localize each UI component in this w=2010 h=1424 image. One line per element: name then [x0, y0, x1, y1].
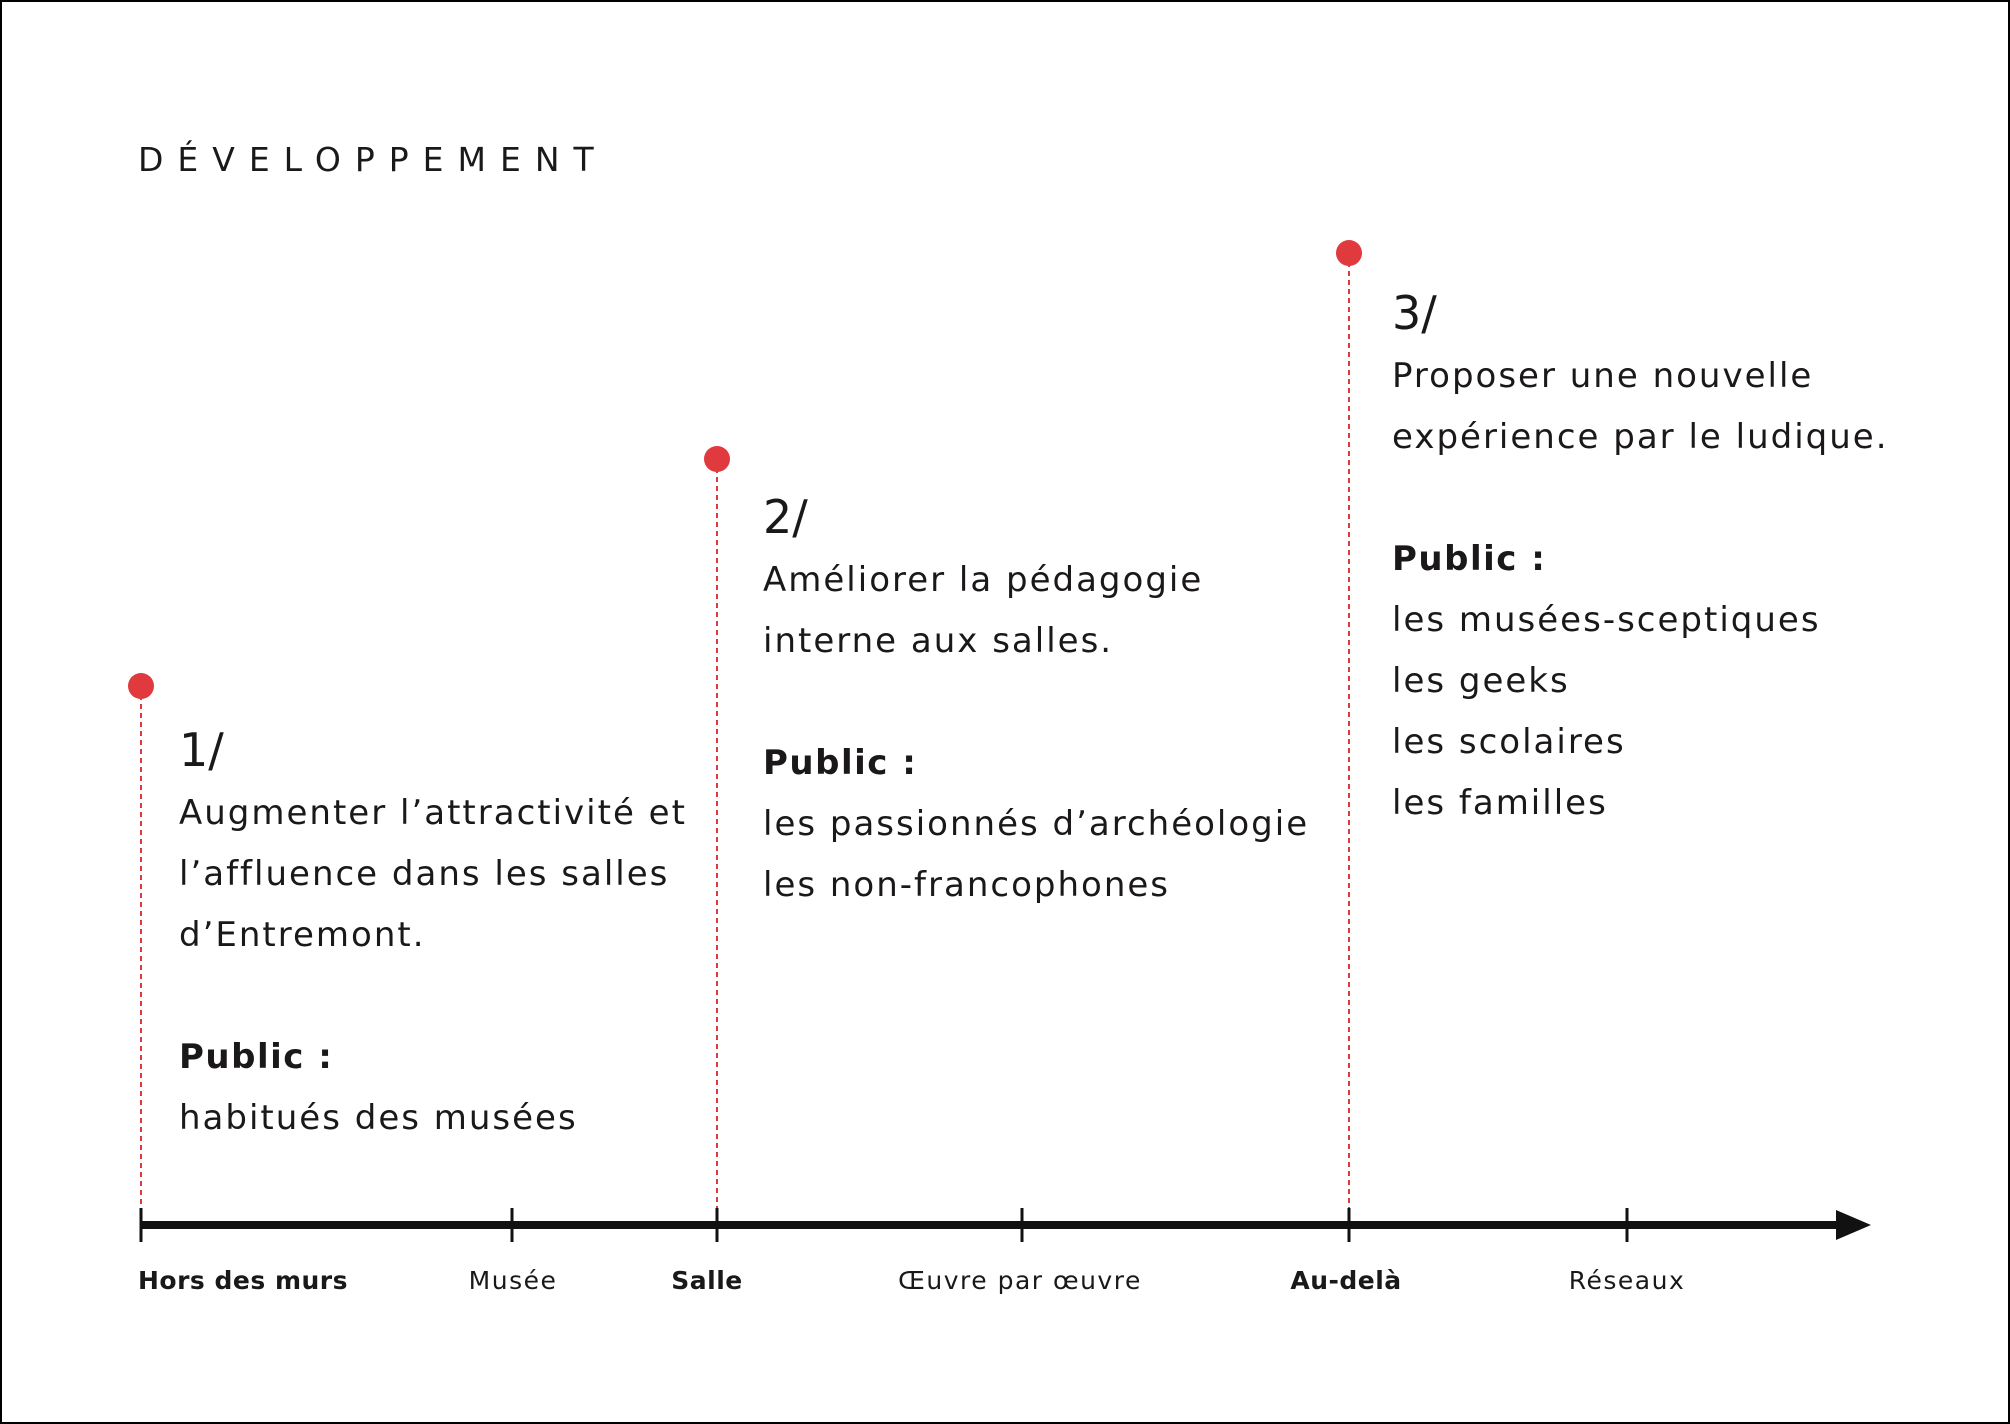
public-item: les passionnés d’archéologie — [763, 804, 1310, 844]
page-title: DÉVELOPPEMENT — [138, 140, 608, 179]
public-item: les non-francophones — [763, 865, 1170, 905]
milestone-number: 2/ — [763, 490, 808, 544]
milestone-number: 1/ — [179, 723, 224, 777]
milestone-description-line: d’Entremont. — [179, 915, 426, 955]
milestone-description-line: expérience par le ludique. — [1392, 417, 1889, 457]
milestone-1 — [179, 717, 687, 1149]
axis-arrowhead — [1836, 1210, 1871, 1240]
public-item: les familles — [1392, 783, 1608, 823]
spacer — [179, 966, 687, 1027]
milestone-description-line: Augmenter l’attractivité et — [179, 793, 687, 833]
axis-label-musee: Musée — [468, 1266, 558, 1295]
axis-label-salle: Salle — [671, 1266, 743, 1295]
milestone-description-line: interne aux salles. — [763, 621, 1114, 661]
milestone-3-dot — [1336, 240, 1362, 266]
axis-label-reseaux: Réseaux — [1568, 1266, 1686, 1295]
axis-label-au-dela: Au-delà — [1290, 1266, 1402, 1295]
milestone-2-dot — [704, 446, 730, 472]
milestone-description-line: l’affluence dans les salles — [179, 854, 670, 894]
public-item: les geeks — [1392, 661, 1570, 701]
axis-label-oeuvre-par-oeuvre: Œuvre par œuvre — [898, 1266, 1142, 1295]
public-label: Public : — [1392, 539, 1547, 579]
milestone-description-line: Proposer une nouvelle — [1392, 356, 1814, 396]
axis-label-hors-des-murs: Hors des murs — [138, 1266, 349, 1295]
public-item: les scolaires — [1392, 722, 1626, 762]
public-item: habitués des musées — [179, 1098, 578, 1138]
milestone-number: 3/ — [1392, 286, 1437, 340]
spacer — [1392, 468, 1889, 529]
public-label: Public : — [179, 1037, 334, 1077]
public-label: Public : — [763, 743, 918, 783]
milestone-3 — [1392, 280, 1889, 834]
milestone-1-dot — [128, 673, 154, 699]
public-item: les musées-sceptiques — [1392, 600, 1821, 640]
spacer — [763, 672, 1309, 733]
milestone-description-line: Améliorer la pédagogie — [763, 560, 1204, 600]
milestone-2 — [763, 484, 1309, 916]
